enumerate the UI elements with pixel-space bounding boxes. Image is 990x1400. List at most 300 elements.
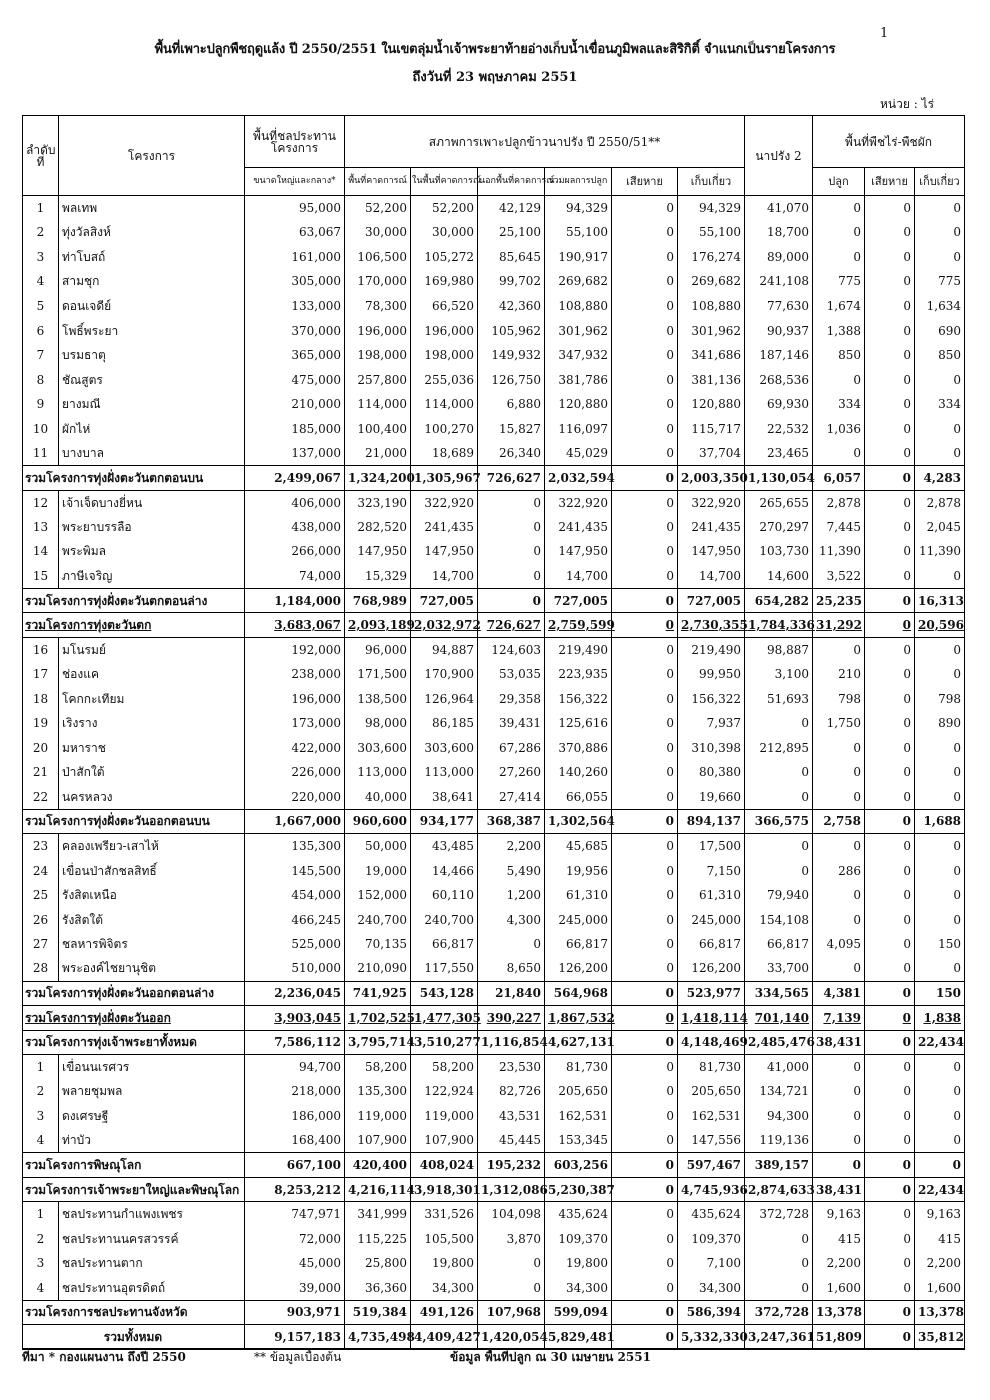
value-cell: 1,116,854 (478, 1030, 545, 1055)
value-cell: 0 (865, 367, 915, 392)
project-name: ป่าสักใต้ (59, 760, 245, 785)
value-cell: 0 (612, 1153, 678, 1178)
value-cell: 109,370 (545, 1226, 612, 1251)
value-cell: 0 (865, 1030, 915, 1055)
subtotal-label: รวมโครงการทุ่งตะวันตก (23, 613, 245, 638)
project-name: เขื่อนนเรศวร (59, 1055, 245, 1080)
value-cell: 147,950 (345, 539, 411, 564)
value-cell: 0 (915, 1104, 965, 1129)
value-cell: 210 (813, 662, 865, 687)
value-cell: 0 (813, 441, 865, 466)
table-row (23, 416, 965, 441)
value-cell: 960,600 (345, 809, 411, 834)
subtotal-row (23, 1153, 965, 1178)
subtotal-row (23, 981, 965, 1006)
value-cell: 103,730 (745, 539, 813, 564)
value-cell: 22,532 (745, 416, 813, 441)
value-cell: 3,510,277 (411, 1030, 478, 1055)
value-cell: 6,057 (813, 466, 865, 491)
value-cell: 0 (612, 883, 678, 908)
value-cell: 2,499,067 (245, 466, 345, 491)
value-cell: 3,903,045 (245, 1006, 345, 1031)
value-cell: 15,827 (478, 416, 545, 441)
value-cell: 0 (865, 1055, 915, 1080)
value-cell: 25,100 (478, 220, 545, 245)
value-cell: 94,700 (245, 1055, 345, 1080)
value-cell: 323,190 (345, 490, 411, 515)
value-cell: 0 (865, 490, 915, 515)
value-cell: 0 (865, 416, 915, 441)
value-cell: 331,526 (411, 1202, 478, 1227)
value-cell: 301,962 (545, 318, 612, 343)
value-cell: 113,000 (345, 760, 411, 785)
row-number: 15 (23, 564, 59, 589)
value-cell: 105,962 (478, 318, 545, 343)
value-cell: 52,200 (411, 196, 478, 221)
subtotal-label: รวมโครงการทุ่งฝั่งตะวันออกตอนบน (23, 809, 245, 834)
value-cell: 3,870 (478, 1226, 545, 1251)
value-cell: 341,999 (345, 1202, 411, 1227)
header-second-rice: นาปรัง 2 (745, 116, 813, 196)
subtotal-row (23, 1030, 965, 1055)
value-cell: 0 (612, 1300, 678, 1325)
value-cell: 365,000 (245, 343, 345, 368)
value-cell: 74,000 (245, 564, 345, 589)
value-cell: 23,530 (478, 1055, 545, 1080)
value-cell: 41,000 (745, 1055, 813, 1080)
row-number: 9 (23, 392, 59, 417)
value-cell: 11,390 (915, 539, 965, 564)
value-cell: 26,340 (478, 441, 545, 466)
value-cell: 1,388 (813, 318, 865, 343)
value-cell: 156,322 (678, 686, 745, 711)
value-cell: 0 (612, 1055, 678, 1080)
value-cell: 5,490 (478, 858, 545, 883)
value-cell: 0 (865, 245, 915, 270)
value-cell: 60,110 (411, 883, 478, 908)
value-cell: 0 (745, 858, 813, 883)
value-cell: 257,800 (345, 367, 411, 392)
value-cell: 0 (612, 1325, 678, 1350)
value-cell: 42,129 (478, 196, 545, 221)
value-cell: 0 (915, 907, 965, 932)
value-cell: 218,000 (245, 1079, 345, 1104)
project-name: นครหลวง (59, 785, 245, 810)
page-number: 1 (880, 26, 889, 41)
value-cell: 0 (865, 1226, 915, 1251)
document-title: พื้นที่เพาะปลูกพืชฤดูแล้ง ปี 2550/2551 ในเขตลุ่มน้ำเจ้าพระยาท้ายอ่างเก็บน้ำเขื่อนภูมิพลและสิริกิติ์ จำแนกเป็นรายโครงการ (154, 42, 836, 57)
value-cell: 14,700 (678, 564, 745, 589)
value-cell: 454,000 (245, 883, 345, 908)
value-cell: 415 (813, 1226, 865, 1251)
value-cell: 8,253,212 (245, 1177, 345, 1202)
value-cell: 240,700 (411, 907, 478, 932)
row-number: 22 (23, 785, 59, 810)
value-cell: 7,100 (678, 1251, 745, 1276)
row-number: 20 (23, 736, 59, 761)
value-cell: 195,232 (478, 1153, 545, 1178)
value-cell: 152,000 (345, 883, 411, 908)
project-name: ชัณสูตร (59, 367, 245, 392)
value-cell: 0 (813, 736, 865, 761)
value-cell: 0 (612, 711, 678, 736)
row-number: 8 (23, 367, 59, 392)
value-cell: 27,414 (478, 785, 545, 810)
value-cell: 1,418,114 (678, 1006, 745, 1031)
value-cell: 894,137 (678, 809, 745, 834)
table-row (23, 662, 965, 687)
row-number: 7 (23, 343, 59, 368)
value-cell: 0 (612, 392, 678, 417)
value-cell: 119,136 (745, 1128, 813, 1153)
value-cell: 0 (612, 539, 678, 564)
value-cell: 2,878 (813, 490, 865, 515)
project-name: พลเทพ (59, 196, 245, 221)
table-row (23, 883, 965, 908)
table-row (23, 367, 965, 392)
value-cell: 0 (612, 736, 678, 761)
value-cell: 0 (612, 785, 678, 810)
value-cell: 40,000 (345, 785, 411, 810)
value-cell: 119,000 (411, 1104, 478, 1129)
value-cell: 390,227 (478, 1006, 545, 1031)
value-cell: 145,500 (245, 858, 345, 883)
value-cell: 4,148,469 (678, 1030, 745, 1055)
value-cell: 0 (612, 858, 678, 883)
value-cell: 66,817 (411, 932, 478, 957)
value-cell: 19,800 (411, 1251, 478, 1276)
value-cell: 0 (865, 981, 915, 1006)
value-cell: 654,282 (745, 588, 813, 613)
value-cell: 0 (865, 1153, 915, 1178)
value-cell: 0 (612, 1202, 678, 1227)
value-cell: 269,682 (545, 269, 612, 294)
value-cell: 0 (612, 1104, 678, 1129)
value-cell: 0 (612, 1030, 678, 1055)
value-cell: 196,000 (245, 686, 345, 711)
value-cell: 140,260 (545, 760, 612, 785)
value-cell: 108,880 (545, 294, 612, 319)
table-row (23, 932, 965, 957)
value-cell: 2,758 (813, 809, 865, 834)
value-cell: 0 (612, 1079, 678, 1104)
value-cell: 0 (745, 711, 813, 736)
row-number: 1 (23, 196, 59, 221)
value-cell: 747,971 (245, 1202, 345, 1227)
row-number: 5 (23, 294, 59, 319)
subtotal-label: รวมโครงการทุ่งฝั่งตะวันตกตอนล่าง (23, 588, 245, 613)
value-cell: 0 (813, 196, 865, 221)
value-cell: 53,035 (478, 662, 545, 687)
project-name: พระองค์ไชยานุชิต (59, 956, 245, 981)
value-cell: 0 (865, 1325, 915, 1350)
value-cell: 0 (865, 1104, 915, 1129)
header-rice-expected: พื้นที่คาดการณ์ (345, 168, 411, 196)
value-cell: 0 (478, 1251, 545, 1276)
value-cell: 727,005 (545, 588, 612, 613)
value-cell: 0 (865, 539, 915, 564)
value-cell: 19,956 (545, 858, 612, 883)
project-name: เขื่อนป่าสักชลสิทธิ์ (59, 858, 245, 883)
row-number: 3 (23, 1251, 59, 1276)
value-cell: 850 (813, 343, 865, 368)
value-cell: 368,387 (478, 809, 545, 834)
value-cell: 138,500 (345, 686, 411, 711)
value-cell: 80,380 (678, 760, 745, 785)
project-name: มโนรมย์ (59, 637, 245, 662)
value-cell: 475,000 (245, 367, 345, 392)
value-cell: 39,000 (245, 1276, 345, 1301)
value-cell: 192,000 (245, 637, 345, 662)
header-field-harvested: เก็บเกี่ยว (915, 168, 965, 196)
value-cell: 0 (915, 441, 965, 466)
value-cell: 114,000 (345, 392, 411, 417)
header-field-planted: ปลูก (813, 168, 865, 196)
value-cell: 0 (865, 662, 915, 687)
value-cell: 58,200 (411, 1055, 478, 1080)
value-cell: 0 (865, 466, 915, 491)
value-cell: 286 (813, 858, 865, 883)
value-cell: 2,236,045 (245, 981, 345, 1006)
table-row (23, 539, 965, 564)
value-cell: 61,310 (678, 883, 745, 908)
value-cell: 13,378 (813, 1300, 865, 1325)
value-cell: 1,600 (813, 1276, 865, 1301)
value-cell: 0 (865, 711, 915, 736)
value-cell: 0 (865, 1202, 915, 1227)
value-cell: 171,500 (345, 662, 411, 687)
value-cell: 2,874,633 (745, 1177, 813, 1202)
value-cell: 241,435 (411, 515, 478, 540)
value-cell: 0 (478, 588, 545, 613)
value-cell: 0 (865, 294, 915, 319)
value-cell: 389,157 (745, 1153, 813, 1178)
project-name: ดอนเจดีย์ (59, 294, 245, 319)
value-cell: 31,292 (813, 613, 865, 638)
subtotal-label: รวมโครงการพิษณุโลก (23, 1153, 245, 1178)
value-cell: 98,887 (745, 637, 813, 662)
value-cell: 4,216,114 (345, 1177, 411, 1202)
value-cell: 2,878 (915, 490, 965, 515)
value-cell: 14,600 (745, 564, 813, 589)
footnote-source: ที่มา * กองแผนงาน ถึงปี 2550 (22, 1350, 186, 1364)
value-cell: 347,932 (545, 343, 612, 368)
value-cell: 66,055 (545, 785, 612, 810)
value-cell: 115,717 (678, 416, 745, 441)
value-cell: 0 (865, 343, 915, 368)
crop-area-table (22, 115, 965, 1350)
value-cell: 727,005 (678, 588, 745, 613)
value-cell: 16,313 (915, 588, 965, 613)
value-cell: 125,616 (545, 711, 612, 736)
value-cell: 0 (612, 343, 678, 368)
value-cell: 0 (915, 662, 965, 687)
value-cell: 161,000 (245, 245, 345, 270)
value-cell: 0 (865, 441, 915, 466)
value-cell: 0 (612, 245, 678, 270)
value-cell: 0 (915, 220, 965, 245)
table-row (23, 1226, 965, 1251)
value-cell: 107,900 (411, 1128, 478, 1153)
value-cell: 1,750 (813, 711, 865, 736)
value-cell: 0 (865, 883, 915, 908)
value-cell: 18,700 (745, 220, 813, 245)
value-cell: 0 (612, 196, 678, 221)
value-cell: 0 (865, 932, 915, 957)
value-cell: 1,302,564 (545, 809, 612, 834)
value-cell: 525,000 (245, 932, 345, 957)
value-cell: 134,721 (745, 1079, 813, 1104)
value-cell: 310,398 (678, 736, 745, 761)
value-cell: 0 (813, 883, 865, 908)
value-cell: 105,272 (411, 245, 478, 270)
value-cell: 150 (915, 932, 965, 957)
table-row (23, 711, 965, 736)
value-cell: 7,937 (678, 711, 745, 736)
value-cell: 903,971 (245, 1300, 345, 1325)
value-cell: 226,000 (245, 760, 345, 785)
value-cell: 415 (915, 1226, 965, 1251)
value-cell: 491,126 (411, 1300, 478, 1325)
value-cell: 334,565 (745, 981, 813, 1006)
subtotal-label: รวมโครงการเจ้าพระยาใหญ่และพิษณุโลก (23, 1177, 245, 1202)
value-cell: 210,000 (245, 392, 345, 417)
value-cell: 0 (865, 1079, 915, 1104)
value-cell: 241,435 (678, 515, 745, 540)
value-cell: 30,000 (411, 220, 478, 245)
header-irrigated-sub: ขนาดใหญ่และกลาง* (245, 168, 345, 196)
value-cell: 21,000 (345, 441, 411, 466)
value-cell: 241,108 (745, 269, 813, 294)
value-cell: 9,163 (915, 1202, 965, 1227)
value-cell: 0 (813, 1079, 865, 1104)
value-cell: 23,465 (745, 441, 813, 466)
value-cell: 120,880 (678, 392, 745, 417)
value-cell: 1,838 (915, 1006, 965, 1031)
value-cell: 29,358 (478, 686, 545, 711)
value-cell: 1,702,525 (345, 1006, 411, 1031)
value-cell: 66,817 (678, 932, 745, 957)
row-number: 19 (23, 711, 59, 736)
value-cell: 1,667,000 (245, 809, 345, 834)
value-cell: 20,596 (915, 613, 965, 638)
value-cell: 4,745,936 (678, 1177, 745, 1202)
value-cell: 210,090 (345, 956, 411, 981)
value-cell: 0 (612, 367, 678, 392)
value-cell: 187,146 (745, 343, 813, 368)
value-cell: 66,520 (411, 294, 478, 319)
value-cell: 115,225 (345, 1226, 411, 1251)
value-cell: 114,000 (411, 392, 478, 417)
value-cell: 768,989 (345, 588, 411, 613)
value-cell: 196,000 (411, 318, 478, 343)
table-row (23, 1128, 965, 1153)
unit-label: หน่วย : ไร่ (880, 97, 935, 111)
project-name: ชลประทานกำแพงเพชร (59, 1202, 245, 1227)
table-row (23, 392, 965, 417)
value-cell: 266,000 (245, 539, 345, 564)
value-cell: 523,977 (678, 981, 745, 1006)
value-cell: 8,650 (478, 956, 545, 981)
value-cell: 0 (813, 907, 865, 932)
value-cell: 519,384 (345, 1300, 411, 1325)
value-cell: 9,163 (813, 1202, 865, 1227)
footnote-preliminary: ** ข้อมูลเบื้องต้น (254, 1350, 342, 1364)
value-cell: 0 (865, 834, 915, 859)
value-cell: 0 (612, 294, 678, 319)
value-cell: 0 (915, 245, 965, 270)
value-cell: 168,400 (245, 1128, 345, 1153)
value-cell: 0 (813, 637, 865, 662)
value-cell: 0 (865, 809, 915, 834)
project-name: ชลประทานอุตรดิตถ์ (59, 1276, 245, 1301)
value-cell: 282,520 (345, 515, 411, 540)
value-cell: 0 (813, 834, 865, 859)
subtotal-row (23, 1300, 965, 1325)
header-irrigated-area: พื้นที่ชลประทานโครงการ (245, 116, 345, 168)
table-row (23, 736, 965, 761)
value-cell: 7,150 (678, 858, 745, 883)
value-cell: 4,627,131 (545, 1030, 612, 1055)
value-cell: 0 (915, 858, 965, 883)
value-cell: 0 (612, 220, 678, 245)
project-name: โคกกะเทียม (59, 686, 245, 711)
value-cell: 2,200 (478, 834, 545, 859)
value-cell: 51,693 (745, 686, 813, 711)
value-cell: 27,260 (478, 760, 545, 785)
value-cell: 156,322 (545, 686, 612, 711)
value-cell: 45,000 (245, 1251, 345, 1276)
table-row (23, 637, 965, 662)
value-cell: 0 (915, 1079, 965, 1104)
row-number: 21 (23, 760, 59, 785)
value-cell: 372,728 (745, 1202, 813, 1227)
value-cell: 162,531 (545, 1104, 612, 1129)
value-cell: 17,500 (678, 834, 745, 859)
value-cell: 79,940 (745, 883, 813, 908)
value-cell: 45,685 (545, 834, 612, 859)
row-number: 11 (23, 441, 59, 466)
value-cell: 82,726 (478, 1079, 545, 1104)
value-cell: 7,586,112 (245, 1030, 345, 1055)
value-cell: 81,730 (678, 1055, 745, 1080)
value-cell: 154,108 (745, 907, 813, 932)
project-name: ท่าบัว (59, 1128, 245, 1153)
value-cell: 269,682 (678, 269, 745, 294)
value-cell: 0 (813, 1104, 865, 1129)
row-number: 1 (23, 1055, 59, 1080)
value-cell: 0 (915, 1153, 965, 1178)
value-cell: 0 (745, 1276, 813, 1301)
value-cell: 5,829,481 (545, 1325, 612, 1350)
value-cell: 268,536 (745, 367, 813, 392)
value-cell: 107,968 (478, 1300, 545, 1325)
value-cell: 0 (865, 613, 915, 638)
value-cell: 70,135 (345, 932, 411, 957)
value-cell: 170,000 (345, 269, 411, 294)
value-cell: 0 (745, 834, 813, 859)
value-cell: 98,000 (345, 711, 411, 736)
value-cell: 34,300 (678, 1276, 745, 1301)
value-cell: 0 (612, 1006, 678, 1031)
value-cell: 85,645 (478, 245, 545, 270)
value-cell: 3,683,067 (245, 613, 345, 638)
value-cell: 1,784,336 (745, 613, 813, 638)
project-name: ภาษีเจริญ (59, 564, 245, 589)
value-cell: 43,531 (478, 1104, 545, 1129)
value-cell: 726,627 (478, 613, 545, 638)
value-cell: 106,500 (345, 245, 411, 270)
